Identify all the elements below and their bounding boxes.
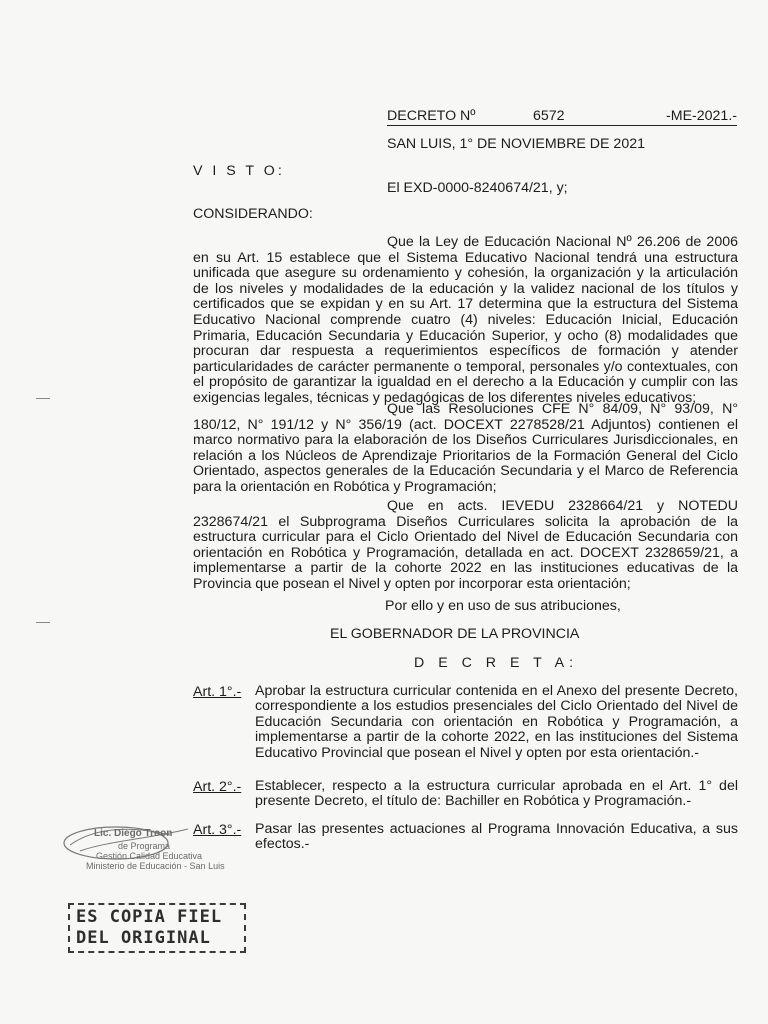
considerando-closing: Por ello y en uso de sus atribuciones,: [385, 598, 621, 614]
considerando-paragraph: Que las Resoluciones CFE N° 84/09, N° 93/09, N° 180/12, N° 191/12 y N° 356/19 (act. DOCEXT 2278528/21 Adjuntos) contienen el marco normativo para la elaboración de los Diseños Curriculares Jurisdiccionales, en relación a los Núcleos de Aprendizaje Prioritarios de la Formación General del Ciclo Orientado, aspectos generales de la Educación Secundaria y el Marco de Referencia para la orientación en Robótica y Programación;: [193, 401, 738, 495]
article-text: Aprobar la estructura curricular contenida en el Anexo del presente Decreto, correspondiente a los estudios presenciales del Ciclo Orientado del Nivel de Educación Secundaria con orientación en Robótica y Programación, a implementarse a partir de la cohorte 2022, en las instituciones del Sistema Educativo Provincial que posean el Nivel y opten por esta orientación.-: [255, 683, 738, 761]
signature-name: Lic. Diego Troon: [94, 828, 173, 839]
decree-label: DECRETO Nº: [387, 108, 476, 124]
decree-suffix: -ME-2021.-: [666, 108, 737, 124]
decree-date: SAN LUIS, 1° DE NOVIEMBRE DE 2021: [387, 136, 645, 152]
signature-role: de Programa: [118, 841, 171, 851]
expediente-reference: El EXD-0000-8240674/21, y;: [387, 180, 568, 196]
considerando-paragraph: Que la Ley de Educación Nacional Nº 26.206 de 2006 en su Art. 15 establece que el Sistema Educativo Nacional tendrá una estructura unificada que asegure su ordenamiento y cohesión, la organización y la articulación de los niveles y modalidades de la educación y la validez nacional de los títulos y certificados que se expidan y en su Art. 17 determina que la estructura del Sistema Educativo Nacional comprende cuatro (4) niveles: Educación Inicial, Educación Primaria, Educación Secundaria y Educación Superior, y ocho (8) modalidades que procuran dar respuesta a requerimientos específicos de formación y atender particularidades de carácter permanente o temporal, personales y/o contextuales, con el propósito de garantizar la igualdad en el derecho a la Educación y cumplir con las exigencias legales, técnicas y pedagógicas de los diferentes niveles educativos;: [193, 234, 738, 406]
article-text: Pasar las presentes actuaciones al Programa Innovación Educativa, a sus efectos.-: [255, 821, 738, 853]
article-label: Art. 3°.-: [193, 822, 242, 838]
authority-heading: EL GOBERNADOR DE LA PROVINCIA: [330, 626, 580, 642]
article-text: Establecer, respecto a la estructura curricular aprobada en el Art. 1° del presente Decreto, el título de: Bachiller en Robótica y Programación.-: [255, 778, 738, 810]
copy-stamp-line: ES COPIA FIEL: [76, 907, 223, 927]
signature-stamp: [58, 815, 248, 895]
scan-mark: [36, 398, 50, 399]
copy-certification-stamp: [68, 903, 246, 953]
considerando-paragraph: Que en acts. IEVEDU 2328664/21 y NOTEDU 2328674/21 el Subprograma Diseños Curriculares solicita la aprobación de la estructura curricular para el Ciclo Orientado del Nivel de Educación Secundaria con orientación en Robótica y Programación, detallada en act. DOCEXT 2328659/21, a implementarse a partir de la cohorte 2022 en las instituciones educativas de la Provincia que posean el Nivel y opten por incorporar esta orientación;: [193, 498, 738, 592]
signature-department: Gestión Calidad Educativa: [96, 851, 203, 861]
decree-number: 6572: [533, 108, 565, 124]
scan-mark: [36, 622, 50, 623]
article-label: Art. 1°.-: [193, 684, 242, 700]
decreta-heading: D E C R E T A:: [414, 655, 579, 671]
article-label: Art. 2°.-: [193, 779, 242, 795]
decree-header-line: [387, 108, 737, 126]
visto-label: V I S T O:: [193, 163, 285, 179]
considerando-label: CONSIDERANDO:: [193, 206, 313, 222]
signature-ministry: Ministerio de Educación - San Luis: [86, 861, 225, 871]
copy-stamp-line: DEL ORIGINAL: [76, 928, 211, 948]
